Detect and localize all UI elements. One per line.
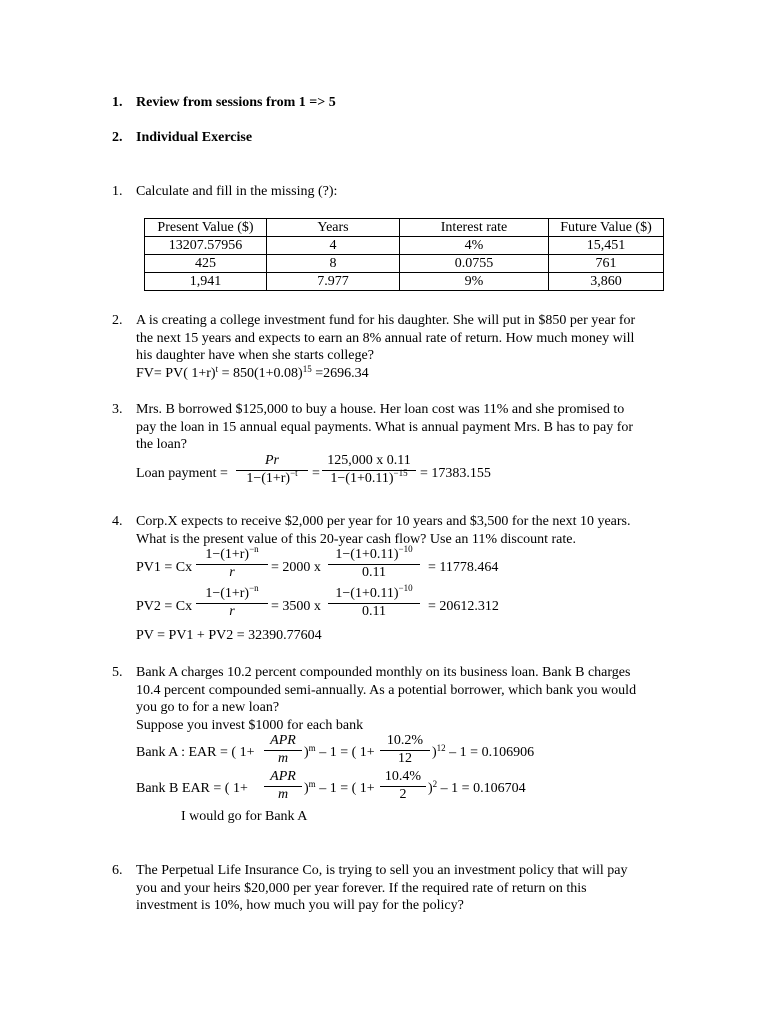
table-cell: 4% [400,237,549,255]
table-row [145,273,664,291]
fraction-denominator: m [277,751,289,766]
bank-b-result: )$^2$ – 1 = 0.106704 [428,779,526,796]
numerator-text: 1−(1+0.11) [335,586,399,601]
fraction-denominator: m [277,787,289,802]
annuity-factor-fraction [196,544,268,581]
table-cell: 1,941 [145,273,267,291]
fraction-numerator: 10.2% [386,733,424,748]
loan-formula-fraction [236,453,308,487]
formula-superscript: 15 [302,363,312,374]
formula-superscript: t [215,363,219,374]
table-cell: 3,860 [549,273,664,291]
table-header-cell: Interest rate [400,219,549,237]
fraction-numerator: 125,000 x 0.11 [327,453,411,468]
future-value-table [144,218,664,291]
fraction-denominator: 2 [399,787,407,802]
denominator-text: 1−(1+0.11) [330,471,394,486]
pv-total: PV = PV1 + PV2 = 32390.77604 [136,628,322,643]
pv2-multiplier: = 3500 x [271,599,321,614]
table-cell: 13207.57956 [145,237,267,255]
question-4-number: 4. [112,514,123,529]
loan-payment-result: = 17383.155 [420,466,491,481]
question-line: investment is 10%, how much you will pay for the policy? [136,898,464,913]
pv1-value-fraction [328,544,420,581]
pv1-label: PV1 = Cx [136,560,193,575]
apr-fraction [264,733,302,767]
question-line: Bank A charges 10.2 percent compounded monthly on its business loan. Bank B charges [136,665,631,680]
fraction-denominator: r [229,604,235,619]
table-row [145,255,664,273]
formula-superscript: m [308,743,316,753]
fraction-numerator [328,544,420,563]
bank-a-result: )$^{12}$ – 1 = 0.106906 [432,743,535,760]
question-6-number: 6. [112,863,123,878]
bank-a-label: Bank A : EAR = ( 1+ [136,745,255,760]
question-line: Mrs. B borrowed $125,000 to buy a house. Her loan cost was 11% and she promised to [136,402,625,417]
loan-payment-label: Loan payment = [136,466,228,481]
question-6-text [136,862,684,915]
formula-superscript: −10 [398,544,413,554]
formula-superscript: 2 [432,779,438,789]
question-line: What is the present value of this 20-year cash flow? Use an 11% discount rate. [136,531,576,547]
table-cell: 761 [549,255,664,273]
formula-superscript: 12 [436,743,446,753]
bank-b-middle: )$^m$ – 1 = ( 1+ [304,779,375,796]
table-header-cell: Years [267,219,400,237]
question-line: you and your heirs $20,000 per year forever. If the required rate of return on this [136,880,587,896]
individual-text: Individual Exercise [136,130,253,145]
formula-fragment: – 1 = ( 1+ [315,781,375,796]
question-3-number: 3. [112,402,123,417]
fraction-denominator: r [229,565,235,580]
apr-fraction [264,769,302,803]
formula-fragment: – 1 = 0.106704 [437,781,526,796]
table-cell: 425 [145,255,267,273]
formula-fragment: – 1 = ( 1+ [315,745,375,760]
denominator-text: 1−(1+r) [246,471,291,486]
fraction-denominator: 0.11 [362,604,386,619]
question-line: Suppose you invest $1000 for each bank [136,717,364,733]
question-line: A is creating a college investment fund for his daughter. She will put in $850 per year for [136,313,636,328]
formula-superscript: −n [249,583,259,593]
equals-sign: = [312,466,320,481]
question-3-text [136,401,684,454]
bank-conclusion: I would go for Bank A [181,809,308,824]
pv2-result: = 20612.312 [428,599,499,614]
formula-fragment: = 850(1+0.08) [218,365,303,381]
fraction-numerator [328,583,420,602]
question-5-number: 5. [112,665,123,680]
question-line: his daughter have when she starts college? [136,348,374,363]
formula-superscript: −10 [398,583,413,593]
question-5-text [136,664,684,734]
formula-superscript: −t [290,468,298,478]
fraction-numerator [196,544,268,563]
table-cell: 8 [267,255,400,273]
question-line: Corp.X expects to receive $2,000 per year for 10 years and $3,500 for the next 10 years. [136,514,631,529]
annuity-factor-fraction [196,583,268,620]
formula-superscript: m [308,779,316,789]
question-1-text: Calculate and fill in the missing (?): [136,184,338,199]
question-2-number: 2. [112,313,123,328]
bank-b-rate-fraction [380,769,426,803]
question-4-text [136,513,684,548]
formula-fragment: FV= PV( 1+r) [136,365,216,381]
fraction-denominator: 0.11 [362,565,386,580]
question-line: the loan? [136,437,187,452]
review-number: 1. [112,95,123,110]
review-text: Review from sessions from 1 => 5 [136,95,336,110]
pv1-multiplier: = 2000 x [271,560,321,575]
fraction-numerator [196,583,268,602]
table-header-cell: Future Value ($) [549,219,664,237]
individual-number: 2. [112,130,123,145]
table-cell: 4 [267,237,400,255]
numerator-text: 1−(1+0.11) [335,547,399,562]
future-value-formula [136,365,684,383]
formula-superscript: −15 [393,468,408,478]
loan-value-fraction [322,453,416,487]
formula-fragment: =2696.34 [311,365,369,381]
question-2-text [136,312,684,382]
pv2-value-fraction [328,583,420,620]
bank-b-label: Bank B EAR = ( 1+ [136,781,248,796]
bank-a-rate-fraction [380,733,430,767]
table-header-cell: Present Value ($) [145,219,267,237]
table-row [145,237,664,255]
table-cell: 15,451 [549,237,664,255]
fraction-numerator: 10.4% [384,769,422,784]
question-line: pay the loan in 15 annual equal payments. What is annual payment Mrs. B has to pay for [136,419,634,435]
question-line: you go to for a new loan? [136,700,280,715]
question-line: the next 15 years and expects to earn an 8% annual rate of return. How much money will [136,330,635,346]
formula-fragment: – 1 = 0.106906 [445,745,535,760]
bank-a-middle: )$^m$ – 1 = ( 1+ [304,743,375,760]
question-line: 10.4 percent compounded semi-annually. As a potential borrower, which bank you would [136,682,637,698]
table-header-row [145,219,664,237]
numerator-text: 1−(1+r) [205,586,250,601]
fraction-denominator [236,468,308,487]
numerator-text: 1−(1+r) [205,547,250,562]
fraction-denominator: 12 [398,751,412,766]
table-cell: 9% [400,273,549,291]
fraction-denominator [322,468,416,487]
table-cell: 7.977 [267,273,400,291]
fraction-numerator: APR [270,733,296,748]
table-cell: 0.0755 [400,255,549,273]
question-line: The Perpetual Life Insurance Co, is trying to sell you an investment policy that will pay [136,863,628,878]
fraction-numerator: APR [270,769,296,784]
question-1-number: 1. [112,184,123,199]
fraction-numerator: Pr [265,453,279,468]
pv2-label: PV2 = Cx [136,599,193,614]
formula-superscript: −n [249,544,259,554]
pv1-result: = 11778.464 [428,560,499,575]
